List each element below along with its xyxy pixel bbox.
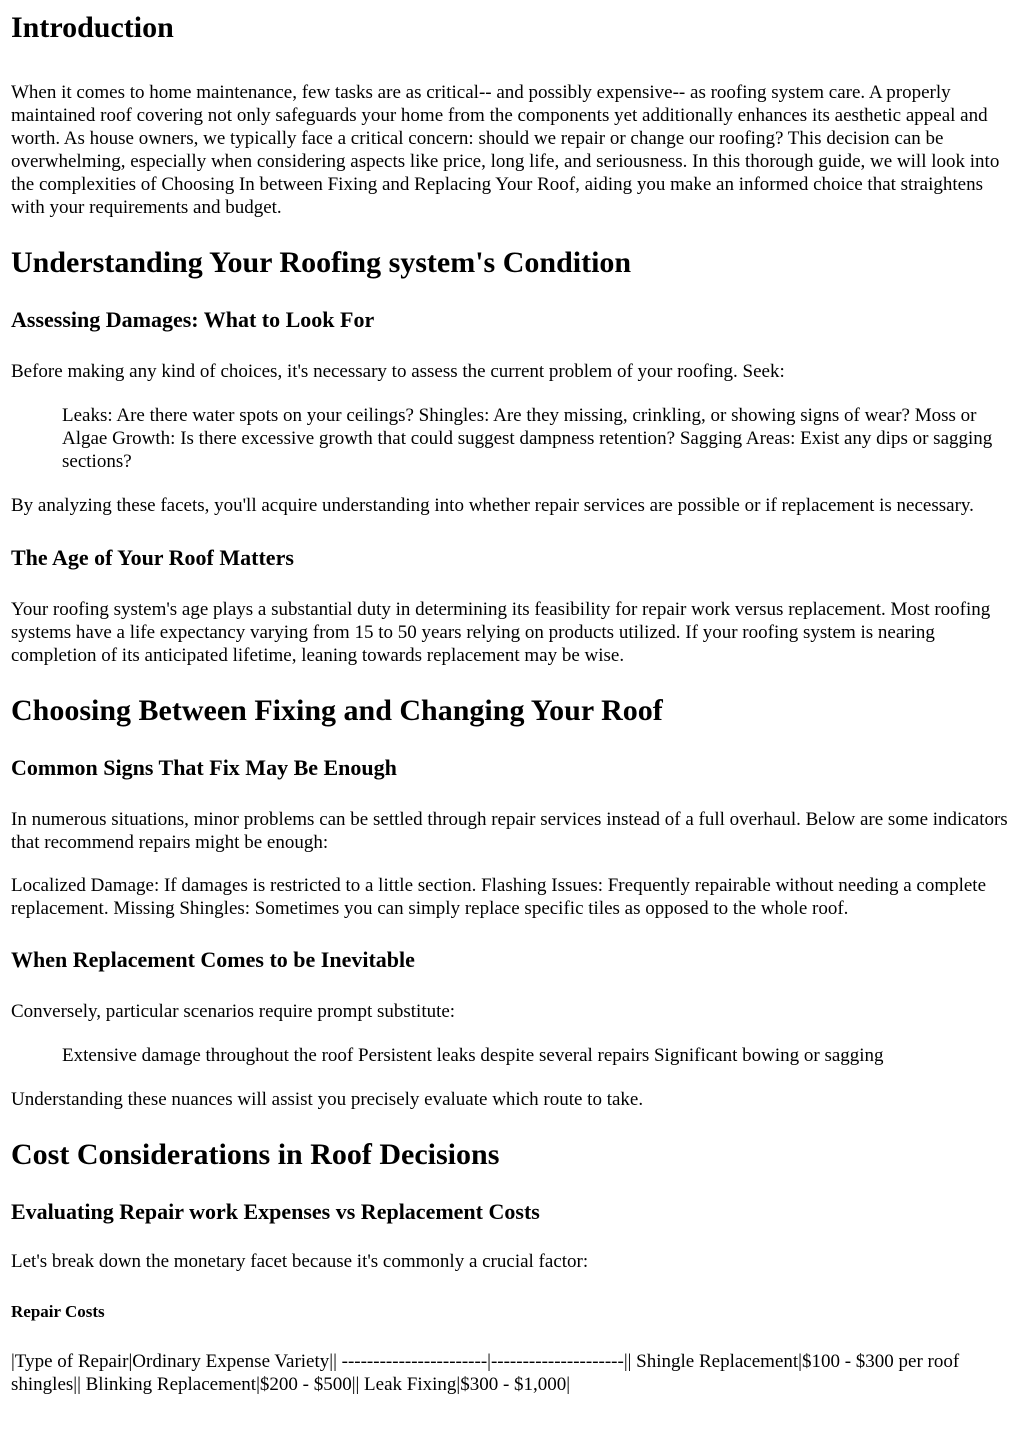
common-signs-list: Localized Damage: If damages is restricted to a little section. Flashing Issues: Frequently repairable without needing a complete replacement. Missing Shingles: Sometimes you can simply replace specific tiles as opposed to the whole roof.: [11, 875, 987, 919]
cost-considerations-heading: Cost Considerations in Roof Decisions: [11, 1138, 500, 1171]
replacement-inevitable-heading: When Replacement Comes to be Inevitable: [11, 947, 415, 972]
choosing-heading: Choosing Between Fixing and Changing Your Roof: [11, 694, 663, 727]
introduction-paragraph: When it comes to home maintenance, few tasks are as critical-- and possibly expensive-- as roofing system care. A properly maintained roof covering not only safeguards your home from the components yet additionally enhances its aesthetic appeal and worth. As house owners, we typically face a critical concern: should we repair or change our roofing? This decision can be overwhelming, especially when considering aspects like price, long life, and seriousness. In this thorough guide, we will look into the complexities of Choosing In between Fixing and Replacing Your Roof, aiding you make an informed choice that straightens with your requirements and budget.: [11, 82, 1000, 218]
assessing-damages-heading: Assessing Damages: What to Look For: [11, 307, 375, 332]
replacement-conclusion: Understanding these nuances will assist you precisely evaluate which route to take.: [11, 1089, 644, 1110]
introduction-heading: Introduction: [11, 11, 174, 44]
replacement-inevitable-lead: Conversely, particular scenarios require prompt substitute:: [11, 1001, 456, 1022]
evaluating-costs-paragraph: Let's break down the monetary facet because it's commonly a crucial factor:: [11, 1251, 589, 1272]
repair-costs-table-text: |Type of Repair|Ordinary Expense Variety|| -----------------------|---------------------|| Shingle Replacement|$100 - $300 per roof shingles|| Blinking Replacement|$200 - $500|| Leak Fixing|$300 - $1,000|: [11, 1351, 960, 1395]
understanding-condition-heading: Understanding Your Roofing system's Condition: [11, 246, 632, 279]
replacement-scenarios-list: Extensive damage throughout the roof Persistent leaks despite several repairs Significant bowing or sagging: [62, 1045, 884, 1066]
common-signs-lead: In numerous situations, minor problems can be settled through repair services instead of a full overhaul. Below are some indicators that recommend repairs might be enough:: [11, 809, 1008, 853]
assessing-damages-lead: Before making any kind of choices, it's necessary to assess the current problem of your roofing. Seek:: [11, 361, 785, 382]
common-signs-heading: Common Signs That Fix May Be Enough: [11, 755, 397, 780]
evaluating-costs-heading: Evaluating Repair work Expenses vs Replacement Costs: [11, 1199, 540, 1224]
assessing-damages-checklist: Leaks: Are there water spots on your ceilings? Shingles: Are they missing, crinkling, or showing signs of wear? Moss or Algae Growth: Is there excessive growth that could suggest dampness retention? Sagging Areas: Exist any dips or sagging sections?: [62, 405, 993, 472]
roof-age-paragraph: Your roofing system's age plays a substantial duty in determining its feasibility for repair work versus replacement. Most roofing systems have a life expectancy varying from 15 to 50 years relying on products utilized. If your roofing system is nearing completion of its anticipated lifetime, leaning towards replacement may be wise.: [11, 599, 991, 666]
roof-age-heading: The Age of Your Roof Matters: [11, 545, 294, 570]
repair-costs-heading: Repair Costs: [11, 1302, 105, 1321]
assessing-damages-conclusion: By analyzing these facets, you'll acquire understanding into whether repair services are possible or if replacement is necessary.: [11, 495, 974, 516]
